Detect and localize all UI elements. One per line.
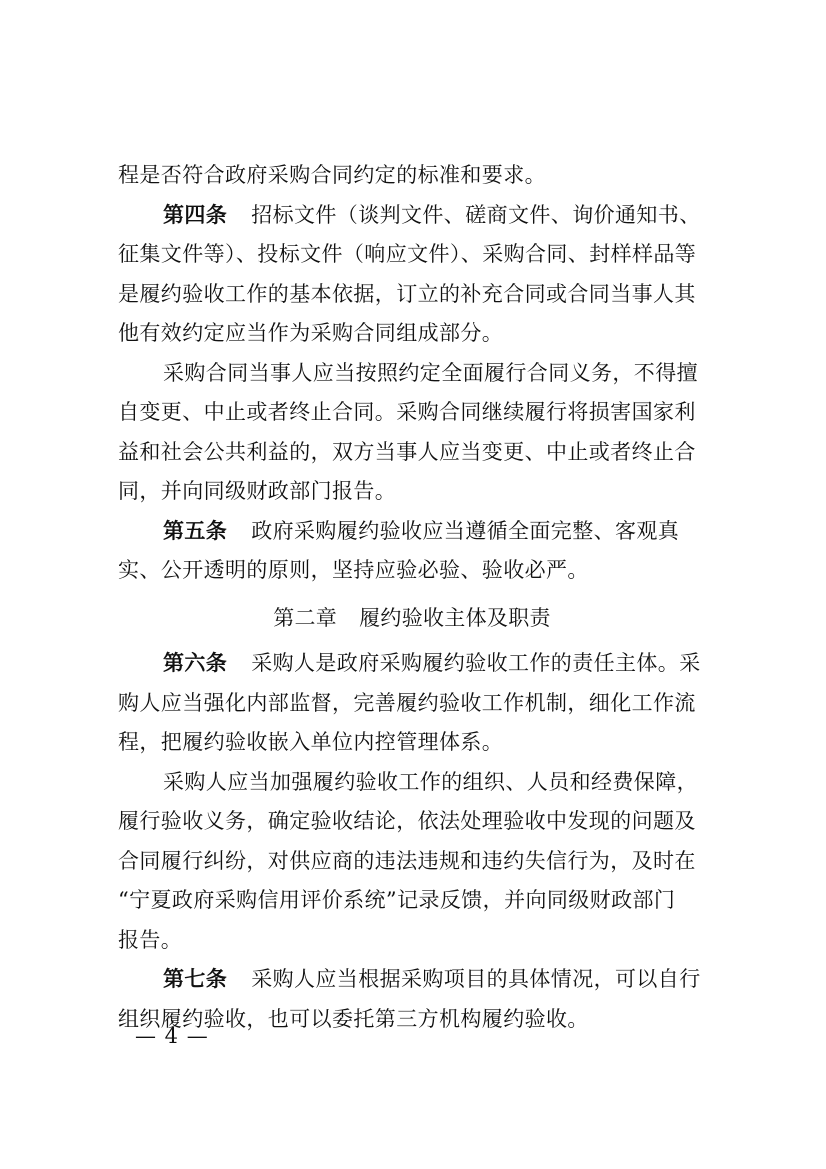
text-line: 自变更、中止或者终止合同。采购合同继续履行将损害国家利 (118, 400, 696, 424)
article-4-first-line (118, 196, 706, 236)
chapter-number: 第二章 (273, 605, 338, 630)
text-line: 政府采购履约验收应当遵循全面完整、客观真 (251, 518, 680, 543)
text-line: 益和社会公共利益的，双方当事人应当变更、中止或者终止合 (118, 439, 696, 464)
text-line: 购人应当强化内部监督，完善履约验收工作机制，细化工作流 (118, 690, 696, 715)
chapter-heading (118, 599, 706, 639)
article-6-label: 第六条 (163, 651, 228, 675)
text-line: 采购人应当根据采购项目的具体情况，可以自行 (251, 967, 701, 991)
text-line: 程是否符合政府采购合同约定的标准和要求。 (118, 163, 546, 187)
article-4-label: 第四条 (163, 202, 228, 227)
article-6-first-line (118, 644, 706, 684)
text-line: 组织履约验收，也可以委托第三方机构履约验收。 (118, 1006, 589, 1031)
text-line: 实、公开透明的原则，坚持应验必验、验收必严。 (118, 558, 589, 582)
text-line: 征集文件等）、投标文件（响应文件）、采购合同、封样样品等 (118, 242, 697, 266)
text-line: 同，并向同级财政部门报告。 (118, 479, 397, 503)
text-line: “宁夏政府采购信用评价系统”记录反馈，并向同级财政部门 (118, 888, 676, 912)
text-line: 履行验收义务，确定验收结论，依法处理验收中发现的问题及 (118, 809, 696, 833)
article-5-label: 第五条 (163, 518, 228, 543)
page-number: — 4 — (135, 1024, 209, 1048)
chapter-title: 履约验收主体及职责 (359, 605, 551, 630)
text-line: 采购人是政府采购履约验收工作的责任主体。采 (251, 651, 701, 675)
text-line: 合同履行纠纷，对供应商的违法违规和违约失信行为，及时在 (118, 848, 696, 873)
article-7-label: 第七条 (163, 967, 228, 991)
text-line: 他有效约定应当作为采购合同组成部分。 (118, 321, 504, 345)
text-line: 是履约验收工作的基本依据，订立的补充合同或合同当事人其 (118, 281, 696, 306)
text-line: 招标文件（谈判文件、磋商文件、询价通知书、 (251, 202, 701, 227)
text-line: 报告。 (118, 927, 183, 952)
article-7-first-line (118, 960, 706, 1000)
text-line: 采购合同当事人应当按照约定全面履行合同义务，不得擅 (163, 360, 698, 385)
article-5-first-line (118, 512, 706, 552)
document-body (118, 156, 706, 1039)
text-line: 采购人应当加强履约验收工作的组织、人员和经费保障， (163, 769, 698, 794)
text-line: 程，把履约验收嵌入单位内控管理体系。 (118, 730, 504, 754)
